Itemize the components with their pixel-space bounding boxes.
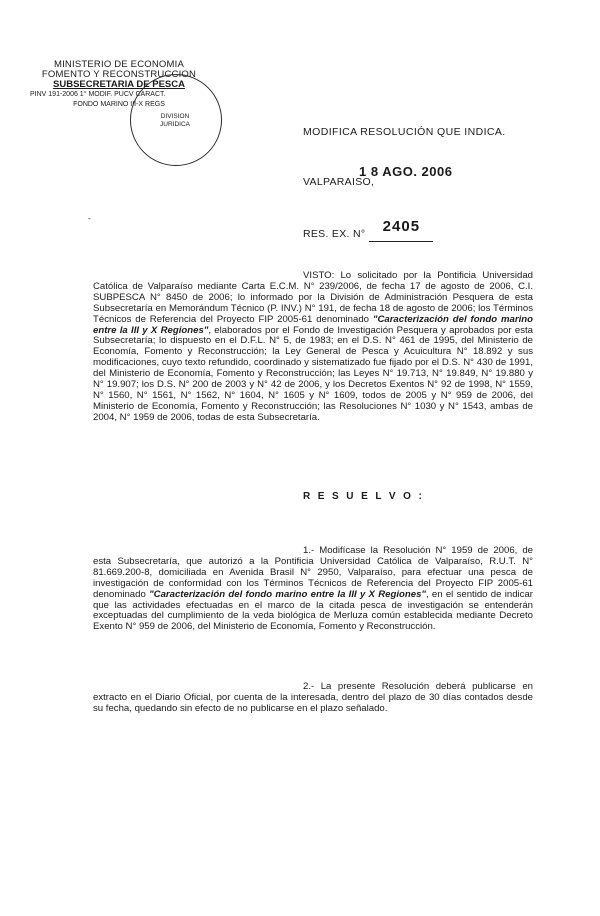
resolution-number: 2405 bbox=[382, 218, 421, 235]
resolution-label: RES. EX. N° bbox=[303, 228, 366, 240]
visto-label: VISTO: bbox=[303, 270, 335, 281]
visto-text-a: Lo solicitado por la Pontificia Universidad Católica de Valparaíso mediante Carta E.C.M. N° 239/2006, de fecha 17 de agosto de 2006, C.I. SUBPESCA N° 8450 de 2006; lo informado por la División de Administración Pesquera de esta Subsecretaría en Memorándum Técnico (P. INV.) N° 191, de fecha 18 de agosto de 2006; los Términos Técnicos de Referencia del Proyecto FIP 2005-61 denominado bbox=[93, 270, 533, 325]
division-stamp bbox=[130, 74, 222, 166]
resolution-point-1 bbox=[93, 546, 533, 633]
file-reference: PINV 191-2006 1° MODIF. PUCV CARACT. bbox=[30, 91, 166, 98]
document-date: 1 8 AGO. 2006 bbox=[359, 164, 453, 179]
file-subject: FONDO MARINO III-X REGS bbox=[73, 101, 165, 108]
point2-text: 2.- La presente Resolución deberá publicarse en extracto en el Diario Oficial, por cuenta de la interesada, dentro del plazo de 30 días contados desde su fecha, quedando sin efecto de no publicarse en el plazo señalado. bbox=[93, 681, 533, 714]
resuelvo-heading: R E S U E L V O : bbox=[303, 491, 425, 502]
point1-lead: 1.- Modifícase la Resolución N° 1959 de 2006, de esta Subsecretaría, que autorizó a la Pontificia Universidad Católica de Valparaíso, R.U.T. N° 81.669.200-8, domiciliada en Avenida Brasil N° 2950, Valparaíso, para efectuar una pesca de investigación de conformidad con los Términos Técnicos de Referencia del Proyecto FIP 2005-61 denominado bbox=[93, 545, 533, 600]
resolution-number-field bbox=[369, 218, 433, 242]
point1-rest: , en el sentido de indicar que las actividades efectuadas en el marco de la citada pesca de investigación se entenderán exceptuadas del cumplimiento de la veda biológica de Merluza común establecida mediante Decreto Exento N° 959 de 2006, del Ministerio de Economía, Fomento y Reconstrucción. bbox=[93, 588, 533, 633]
ministry-name: MINISTERIO DE ECONOMIA bbox=[53, 59, 185, 70]
margin-mark: - bbox=[88, 214, 91, 223]
stamp-text: DIVISION JURIDICA bbox=[160, 113, 190, 128]
resolution-point-2 bbox=[93, 682, 533, 715]
resolution-number-line bbox=[303, 218, 433, 242]
project-title: "Caracterización del fondo marino entre la III y X Regiones" bbox=[93, 313, 533, 336]
visto-text-b: , elaborados por el Fondo de Investigación Pesquera y aprobados por esta Subsecretaría; lo dispuesto en el D.F.L. N° 5, de 1983; en el D.S. N° 461 de 1995, del Ministerio de Economía, Fomento y Reconstrucción; la Ley General de Pesca y Acuicultura N° 18.892 y sus modificaciones, cuyo texto refundido, coordinado y sistematizado fue fijado por el D.S. N° 430 de 1991, del Ministerio de Economía, Fomento y Reconstrucción; las Leyes N° 19.713, N° 19.849, N° 19.880 y N° 19.907; los D.S. N° 200 de 2003 y N° 42 de 2006, y los Decretos Exentos N° 92 de 1998, N° 1559, N° 1560, N° 1561, N° 1562, N° 1604, N° 1605 y N° 1609, todos de 2005 y N° 959 de 2006, del Ministerio de Economía, Fomento y Reconstrucción; las Resoluciones N° 1030 y N° 1543, ambas de 2004, N° 1959 de 2006, todas de esta Subsecretaría. bbox=[93, 324, 534, 423]
document-city: VALPARAISO, bbox=[303, 176, 375, 188]
visto-paragraph bbox=[93, 271, 533, 424]
subsecretary-name: SUBSECRETARIA DE PESCA bbox=[53, 79, 185, 90]
point1-project-title: "Caracterización del fondo marino entre la III y X Regiones" bbox=[149, 588, 426, 600]
ministry-subname: FOMENTO Y RECONSTRUCCION bbox=[41, 69, 197, 80]
document-subject: MODIFICA RESOLUCIÓN QUE INDICA. bbox=[303, 126, 506, 138]
